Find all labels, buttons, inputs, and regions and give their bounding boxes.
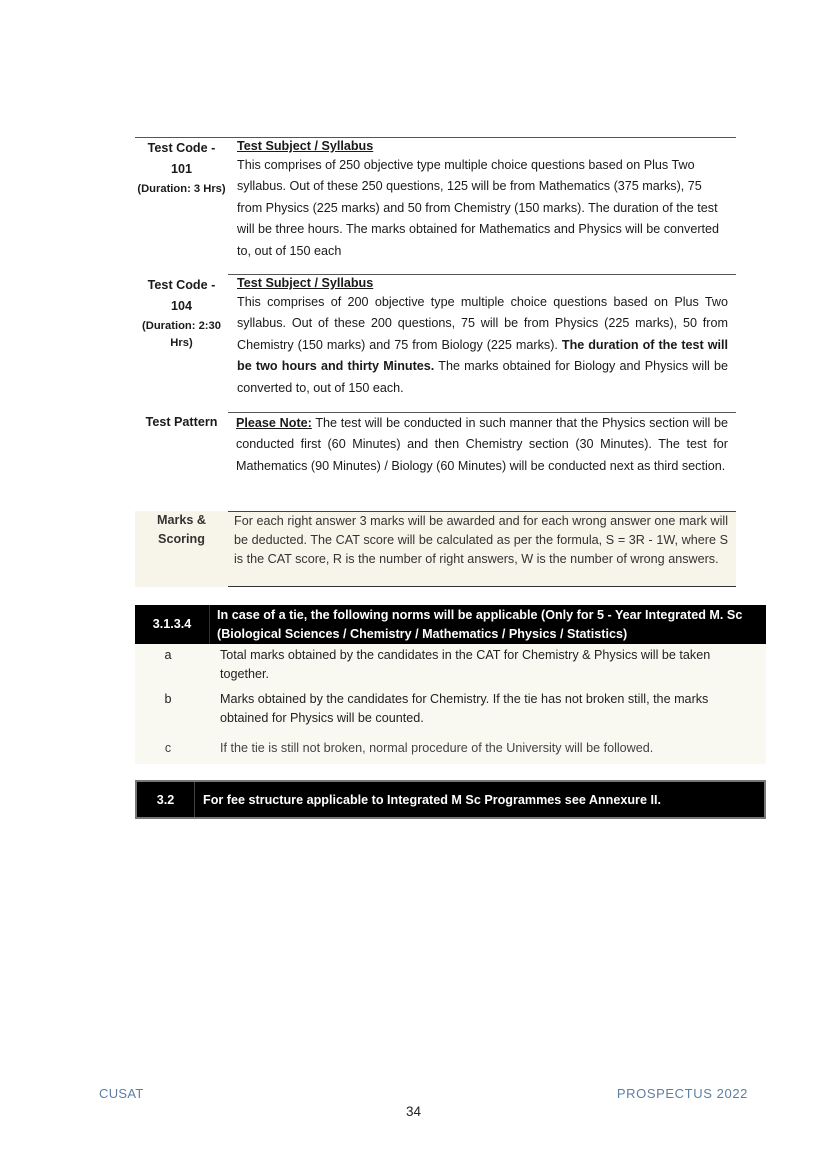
test-pattern-row bbox=[135, 412, 736, 512]
fee-structure-banner bbox=[135, 780, 766, 819]
section-number: 3.2 bbox=[137, 782, 195, 817]
list-item-key: a bbox=[164, 648, 172, 662]
footer-right: PROSPECTUS 2022 bbox=[616, 1086, 748, 1101]
test-code-number: 101 bbox=[170, 162, 192, 177]
list-item-text: Marks obtained by the candidates for Chemistry. If the tie has not broken still, the marks obtained for Physics will be counted. bbox=[220, 692, 709, 725]
page-number: 34 bbox=[405, 1104, 422, 1119]
marks-scoring-label: Marks & Scoring bbox=[157, 513, 206, 546]
syllabus-text: This comprises of 200 objective type multiple choice questions based on Plus Two syllabus. Out of these 200 questions, 75 will be from Physics (225 marks), 50 from Chemistry (150 marks) and 75 from Biology (225 marks). bbox=[237, 295, 728, 352]
list-item-text: If the tie is still not broken, normal procedure of the University will be followed. bbox=[220, 741, 654, 755]
test-pattern-description: The test will be conducted in such manner that the Physics section will be conducted first (60 Minutes) and then Chemistry section (30 Minutes). The test for Mathematics (90 Minutes) / Biology (60 Minutes) will be conducted next as third section. bbox=[236, 416, 729, 473]
test-code-label: Test Code - bbox=[147, 278, 216, 292]
please-note-label: Please Note: bbox=[236, 416, 312, 430]
list-item-key: b bbox=[164, 692, 172, 706]
test-code-104-row bbox=[135, 275, 736, 403]
footer-left: CUSAT bbox=[99, 1086, 144, 1101]
test-104-syllabus bbox=[228, 275, 736, 403]
test-code-101-label bbox=[135, 138, 228, 275]
marks-scoring-text: For each right answer 3 marks will be awarded and for each wrong answer one mark will be deducted. The CAT score will be calculated as per the formula, S = 3R - 1W, where S is the CAT score, R is the number of right answers, W is the number of wrong answers. bbox=[228, 511, 736, 587]
test-code-101-row bbox=[135, 137, 736, 275]
test-code-label: Test Code - bbox=[147, 141, 216, 155]
list-item bbox=[135, 739, 766, 758]
test-duration: (Duration: 2:30 Hrs) bbox=[142, 319, 221, 349]
section-heading: In case of a tie, the following norms will be applicable (Only for 5 - Year Integrated M. Sc (Biological Sciences / Chemistry / Mathematics / Physics / Statistics) bbox=[217, 608, 743, 641]
syllabus-heading: Test Subject / Syllabus bbox=[237, 276, 374, 290]
tie-rules-list bbox=[135, 644, 766, 764]
list-item bbox=[135, 690, 766, 728]
syllabus-heading: Test Subject / Syllabus bbox=[237, 139, 374, 153]
test-code-104-label bbox=[135, 275, 228, 403]
test-code-number: 104 bbox=[170, 299, 192, 314]
list-item-text: Total marks obtained by the candidates in the CAT for Chemistry & Physics will be taken together. bbox=[220, 648, 711, 681]
syllabus-text-tail: The marks obtained for Biology and Physics will be converted to, out of 150 each. bbox=[237, 359, 728, 395]
syllabus-text: This comprises of 250 objective type multiple choice questions based on Plus Two syllabus. Out of these 250 questions, 125 will be from Mathematics (375 marks), 75 from Physics (225 marks) and 50 from Chemistry (150 marks). The duration of the test will be three hours. The marks obtained for Mathematics and Physics will be converted to, out of 150 each bbox=[237, 158, 720, 258]
section-number: 3.1.3.4 bbox=[135, 605, 210, 644]
test-101-syllabus bbox=[228, 138, 736, 275]
test-pattern-text bbox=[228, 412, 736, 512]
fee-structure-text: For fee structure applicable to Integrated M Sc Programmes see Annexure II. bbox=[203, 792, 661, 807]
tie-rules-section bbox=[135, 605, 766, 764]
tie-rules-header bbox=[135, 605, 766, 644]
duration-emphasis: The duration of the test will be two hours and thirty Minutes. bbox=[237, 337, 728, 374]
test-pattern-label: Test Pattern bbox=[145, 415, 218, 429]
marks-scoring-row bbox=[135, 511, 736, 587]
test-duration: (Duration: 3 Hrs) bbox=[137, 182, 226, 195]
list-item bbox=[135, 646, 766, 684]
list-item-key: c bbox=[164, 741, 172, 755]
